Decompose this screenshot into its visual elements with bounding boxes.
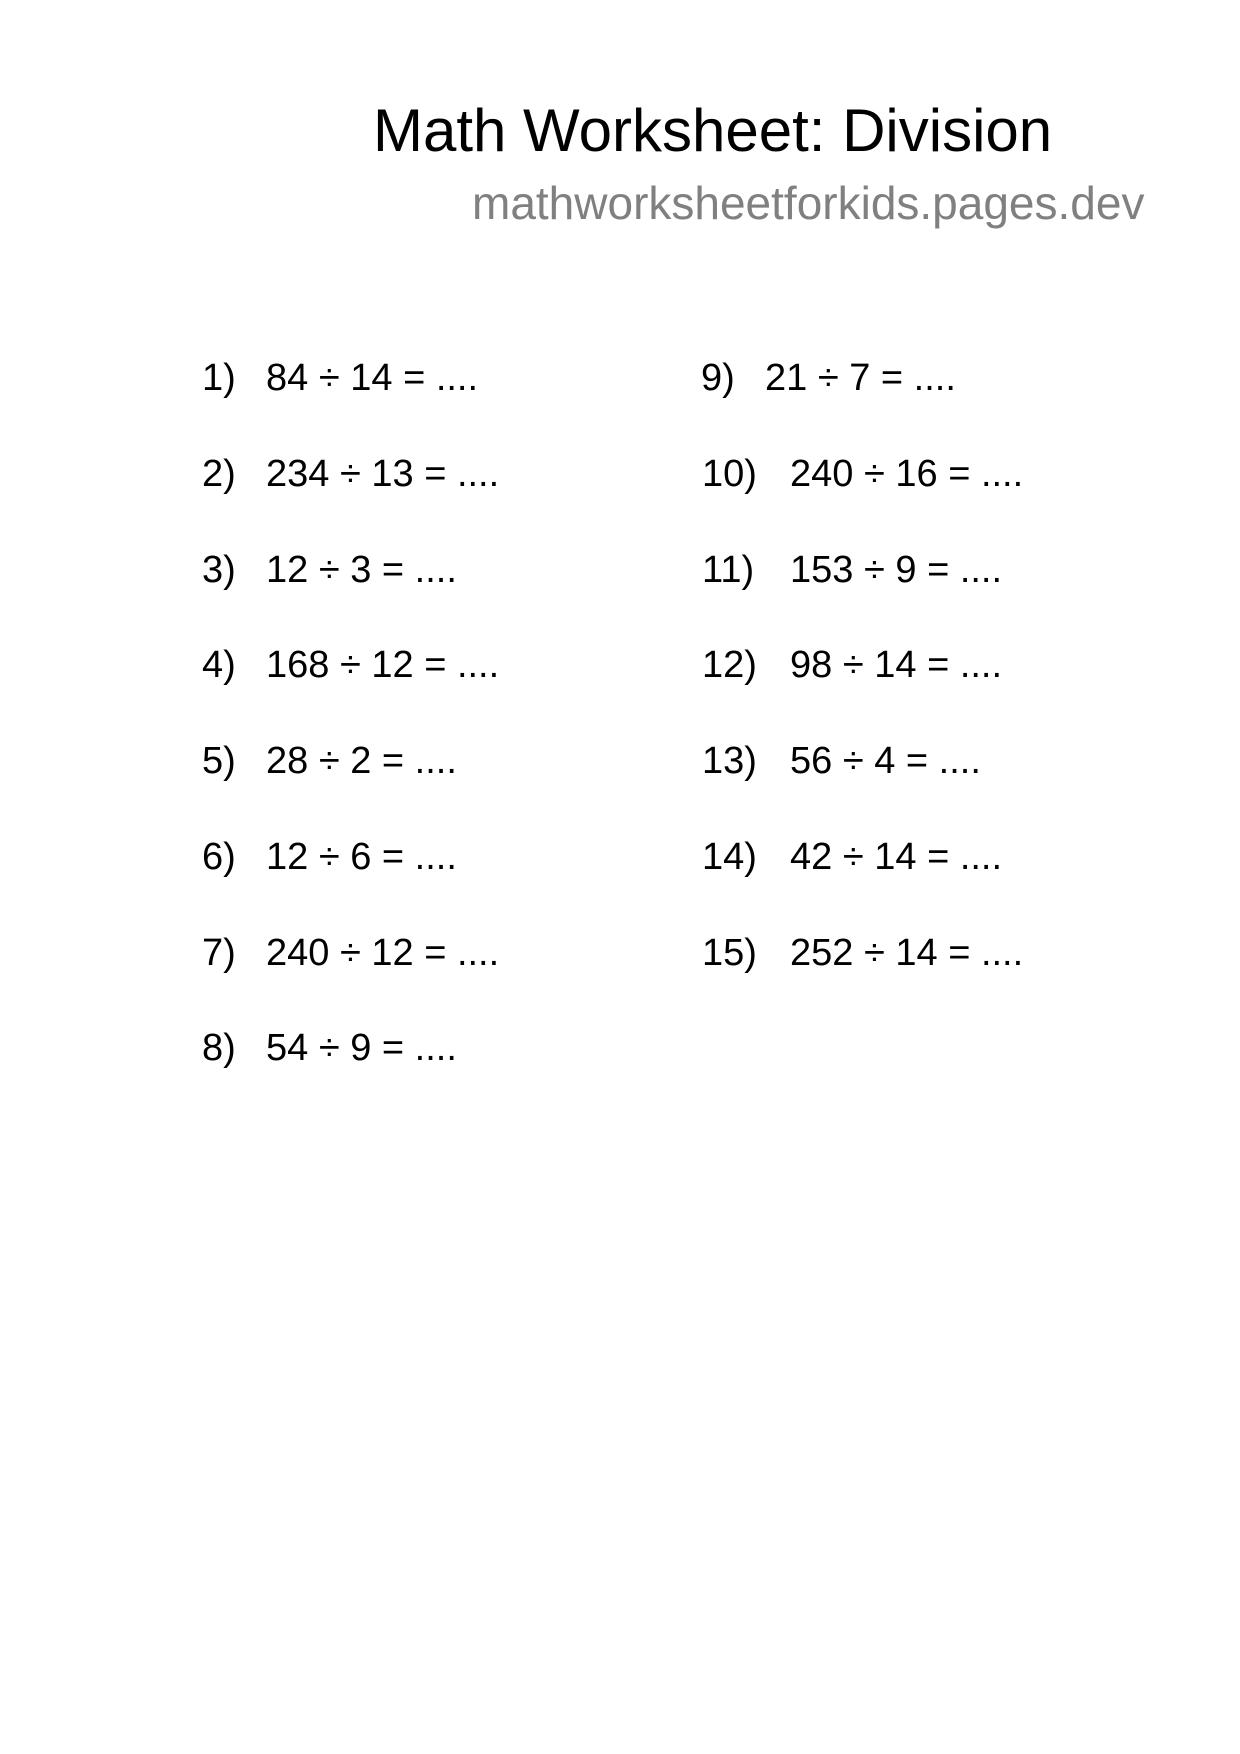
problem-number: 3) (202, 549, 236, 591)
problem-number: 5) (202, 740, 236, 782)
problem-expression: 252 ÷ 14 = .... (790, 932, 1024, 974)
problem-expression: 28 ÷ 2 = .... (266, 740, 457, 782)
problem-number: 15) (702, 932, 757, 974)
problem-expression: 98 ÷ 14 = .... (790, 644, 1003, 686)
problem-number: 6) (202, 836, 236, 878)
problem-number: 14) (702, 836, 757, 878)
problem-expression: 240 ÷ 16 = .... (790, 453, 1024, 495)
site-url: mathworksheetforkids.pages.dev (472, 177, 1145, 229)
problem-expression: 153 ÷ 9 = .... (790, 549, 1003, 591)
problem-expression: 12 ÷ 3 = .... (266, 549, 457, 591)
problem-number: 2) (202, 453, 236, 495)
problem-expression: 168 ÷ 12 = .... (266, 644, 500, 686)
problem-number: 4) (202, 644, 236, 686)
problem-number: 11) (702, 549, 755, 591)
problem-number: 7) (202, 932, 236, 974)
problem-expression: 12 ÷ 6 = .... (266, 836, 457, 878)
problem-expression: 42 ÷ 14 = .... (790, 836, 1003, 878)
problem-number: 8) (202, 1027, 236, 1069)
problem-expression: 240 ÷ 12 = .... (266, 932, 500, 974)
problem-expression: 21 ÷ 7 = .... (765, 357, 956, 399)
page-title: Math Worksheet: Division (373, 97, 1053, 164)
problem-number: 10) (702, 453, 757, 495)
problem-number: 1) (202, 357, 236, 399)
problem-expression: 234 ÷ 13 = .... (266, 453, 500, 495)
problem-number: 9) (701, 357, 735, 399)
problem-expression: 56 ÷ 4 = .... (790, 740, 981, 782)
problem-expression: 54 ÷ 9 = .... (266, 1027, 457, 1069)
problem-number: 12) (702, 644, 757, 686)
problem-number: 13) (702, 740, 757, 782)
problem-expression: 84 ÷ 14 = .... (266, 357, 479, 399)
